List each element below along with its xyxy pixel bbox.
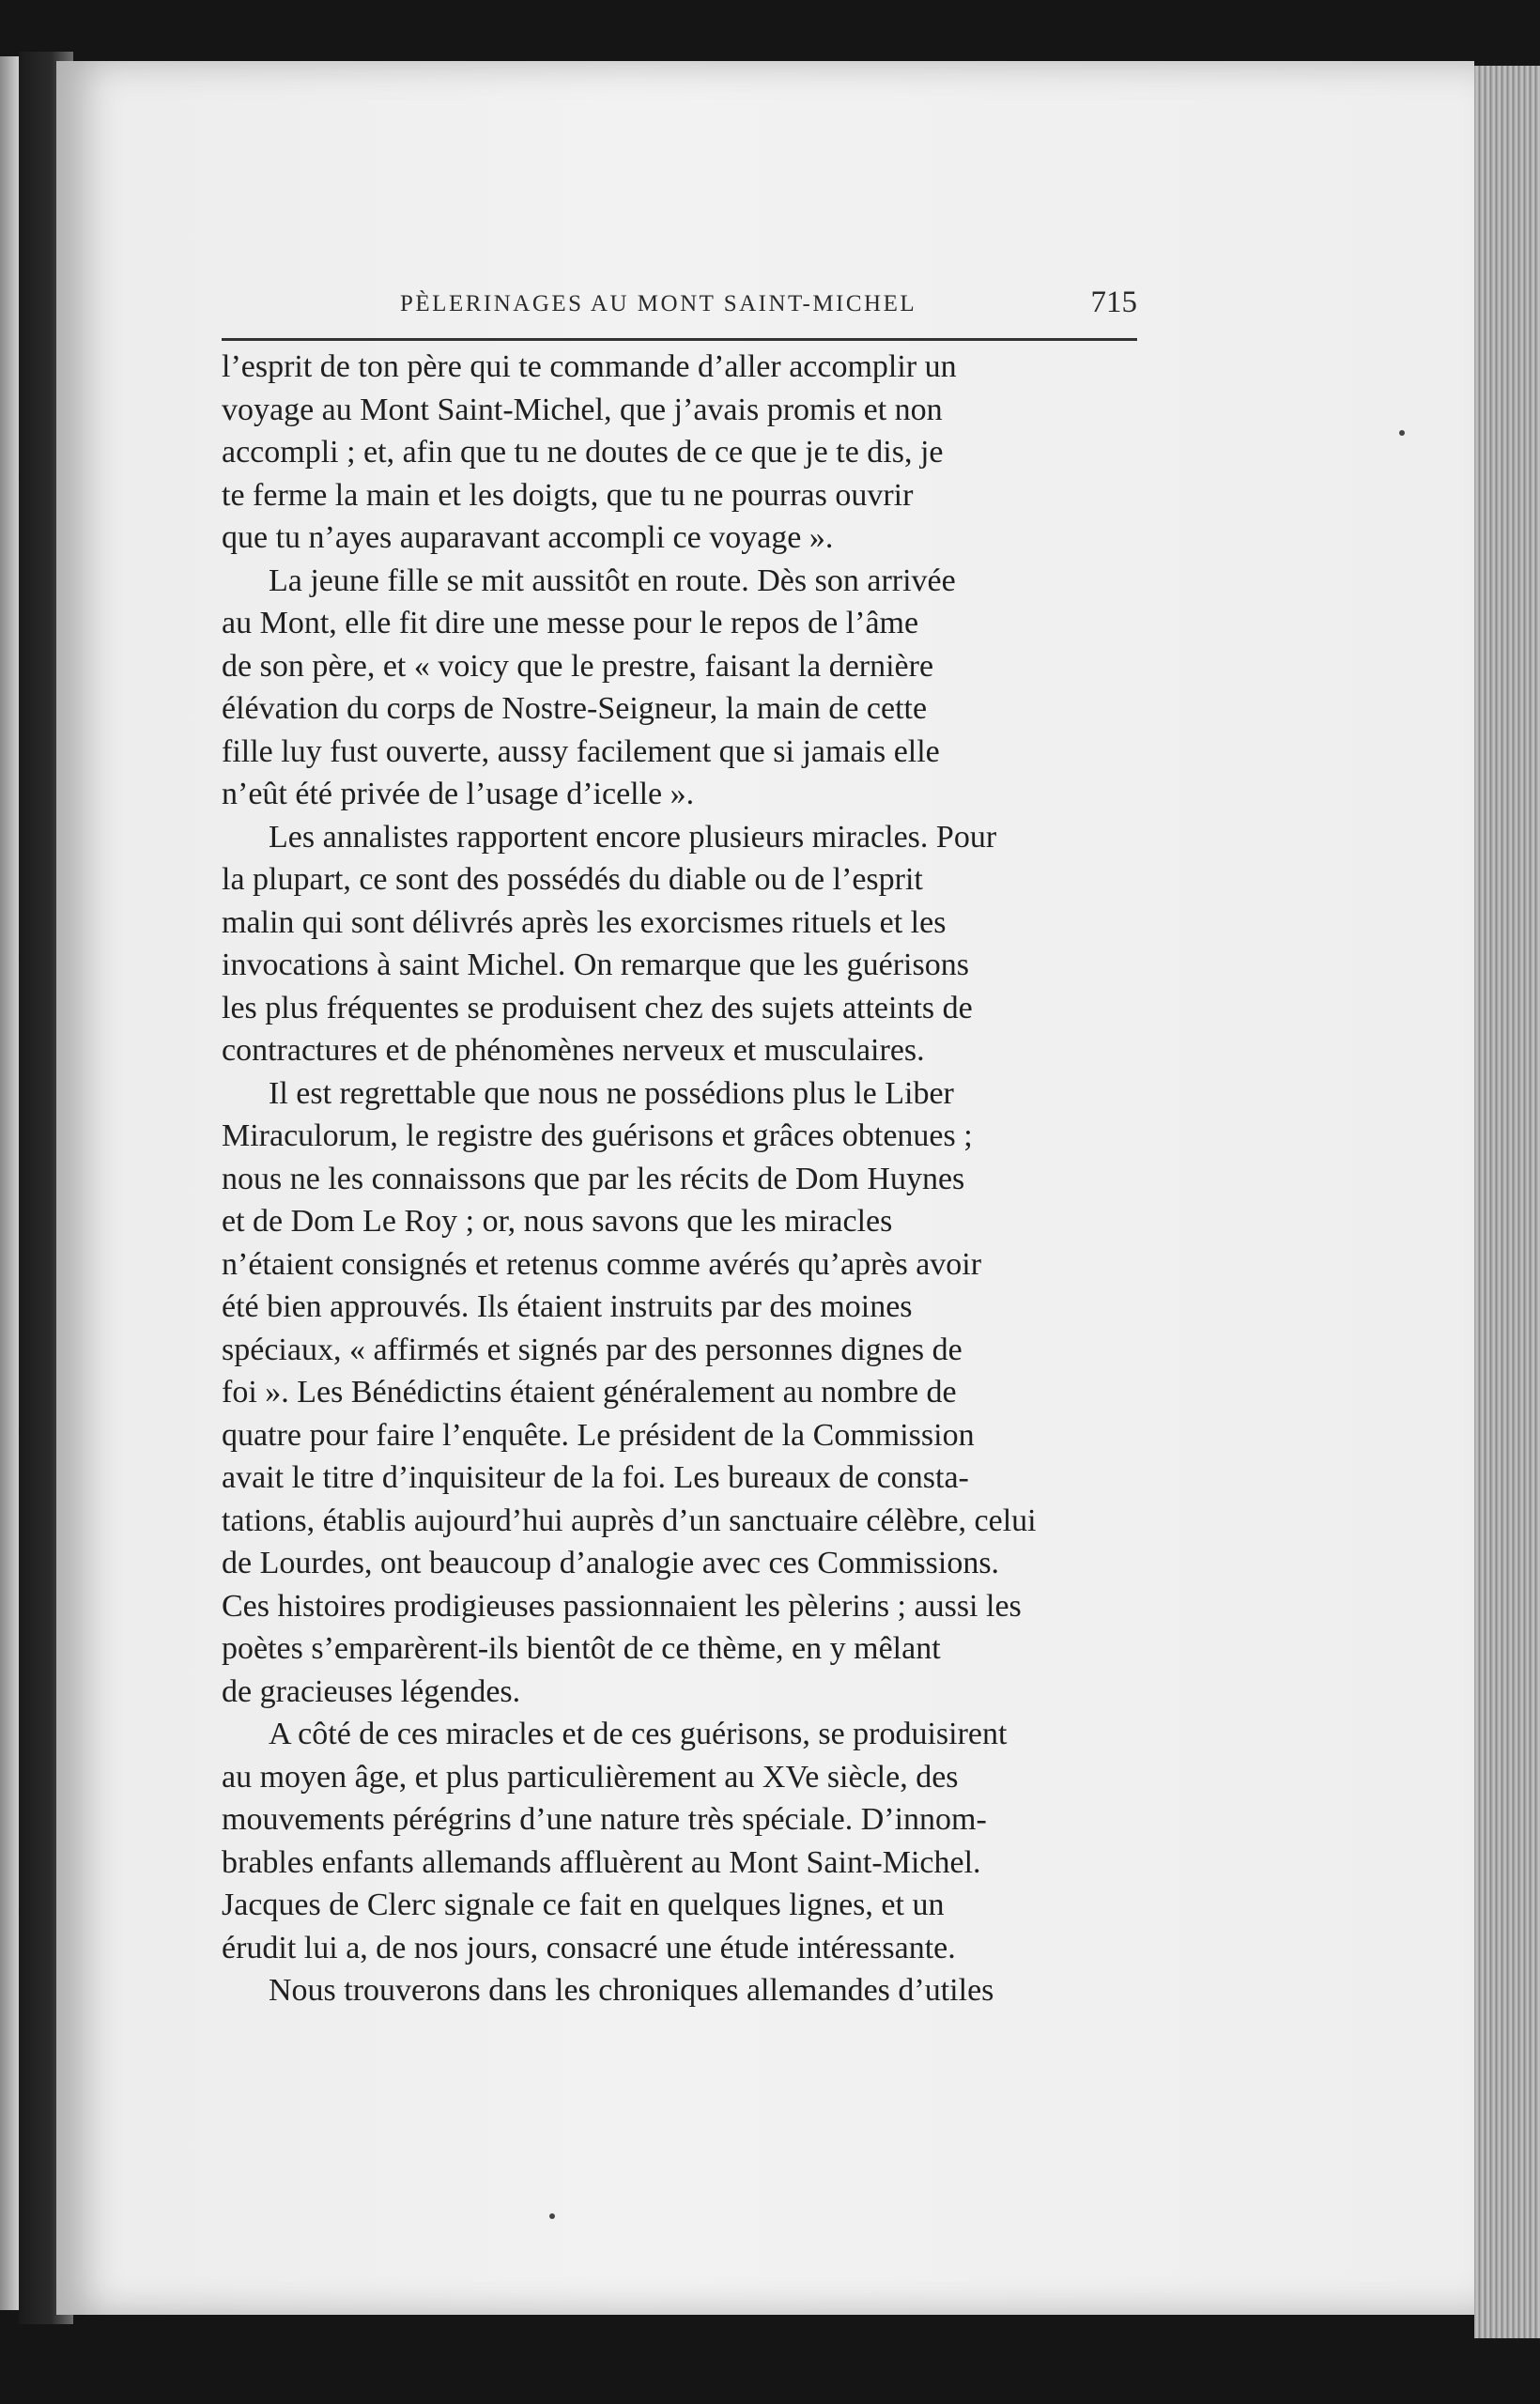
text-line: malin qui sont délivrés après les exorcismes rituels et les bbox=[222, 904, 947, 940]
text-line: voyage au Mont Saint-Michel, que j’avais promis et non bbox=[222, 392, 943, 427]
running-header bbox=[222, 282, 1137, 340]
text-line: et de Dom Le Roy ; or, nous savons que les miracles bbox=[222, 1204, 893, 1239]
body-text bbox=[222, 346, 1157, 2012]
text-line: te ferme la main et les doigts, que tu ne pourras ouvrir bbox=[222, 477, 914, 513]
facing-page-edge bbox=[0, 56, 19, 2310]
text-line: A côté de ces miracles et de ces guérisons, se produisirent bbox=[269, 1717, 1008, 1751]
text-line: contractures et de phénomènes nerveux et musculaires. bbox=[222, 1033, 925, 1068]
text-line: tations, établis aujourd’hui auprès d’un sanctuaire célèbre, celui bbox=[222, 1502, 1037, 1538]
header-rule bbox=[222, 338, 1137, 341]
text-line: fille luy fust ouverte, aussy facilement que si jamais elle bbox=[222, 733, 940, 769]
text-line: quatre pour faire l’enquête. Le président de la Commission bbox=[222, 1417, 975, 1453]
text-line: Nous trouverons dans les chroniques allemandes d’utiles bbox=[269, 1973, 994, 2008]
speck bbox=[1399, 430, 1405, 436]
text-line: élévation du corps de Nostre-Seigneur, la main de cette bbox=[222, 691, 928, 726]
text-line: Les annalistes rapportent encore plusieurs miracles. Pour bbox=[269, 819, 997, 855]
text-line: invocations à saint Michel. On remarque que les guérisons bbox=[222, 948, 969, 982]
text-line: poètes s’emparèrent-ils bientôt de ce thème, en y mêlant bbox=[222, 1631, 941, 1666]
text-line: les plus fréquentes se produisent chez des sujets atteints de bbox=[222, 990, 973, 1025]
text-line: accompli ; et, afin que tu ne doutes de ce que je te dis, je bbox=[222, 435, 944, 470]
text-line: brables enfants allemands affluèrent au Mont Saint-Michel. bbox=[222, 1844, 981, 1880]
text-line: que tu n’ayes auparavant accompli ce voyage ». bbox=[222, 520, 834, 555]
text-line: Jacques de Clerc signale ce fait en quelques lignes, et un bbox=[222, 1888, 945, 1922]
text-line: de gracieuses légendes. bbox=[222, 1673, 521, 1709]
page-stack-edges bbox=[1474, 66, 1540, 2338]
text-line: été bien approuvés. Ils étaient instruits par des moines bbox=[222, 1289, 913, 1324]
text-line: la plupart, ce sont des possédés du diable ou de l’esprit bbox=[222, 862, 923, 897]
text-line: avait le titre d’inquisiteur de la foi. Les bureaux de consta- bbox=[222, 1460, 969, 1495]
text-line: au Mont, elle fit dire une messe pour le repos de l’âme bbox=[222, 606, 919, 640]
speck bbox=[549, 2213, 555, 2219]
text-line: érudit lui a, de nos jours, consacré une étude intéressante. bbox=[222, 1930, 956, 1965]
text-line: nous ne les connaissons que par les récits de Dom Huynes bbox=[222, 1161, 965, 1196]
text-line: l’esprit de ton père qui te commande d’aller accomplir un bbox=[222, 349, 957, 384]
text-line: spéciaux, « affirmés et signés par des personnes dignes de bbox=[222, 1332, 962, 1367]
page-number: 715 bbox=[1090, 285, 1137, 319]
running-title: PÈLERINAGES AU MONT SAINT-MICHEL bbox=[400, 291, 917, 316]
text-line: de son père, et « voicy que le prestre, faisant la dernière bbox=[222, 648, 934, 684]
text-line: Il est regrettable que nous ne possédions plus le Liber bbox=[269, 1075, 954, 1111]
text-line: de Lourdes, ont beaucoup d’analogie avec ces Commissions. bbox=[222, 1546, 1000, 1580]
text-line: n’étaient consignés et retenus comme avérés qu’après avoir bbox=[222, 1246, 982, 1282]
text-line: La jeune fille se mit aussitôt en route. Dès son arrivée bbox=[269, 562, 956, 598]
text-line: au moyen âge, et plus particulièrement au XVe siècle, des bbox=[222, 1759, 959, 1795]
text-line: Ces histoires prodigieuses passionnaient les pèlerins ; aussi les bbox=[222, 1588, 1022, 1624]
text-line: foi ». Les Bénédictins étaient généralement au nombre de bbox=[222, 1375, 957, 1410]
text-line: n’eût été privée de l’usage d’icelle ». bbox=[222, 777, 695, 811]
text-line: mouvements pérégrins d’une nature très spéciale. D’innom- bbox=[222, 1802, 987, 1837]
text-line: Miraculorum, le registre des guérisons et grâces obtenues ; bbox=[222, 1118, 973, 1153]
